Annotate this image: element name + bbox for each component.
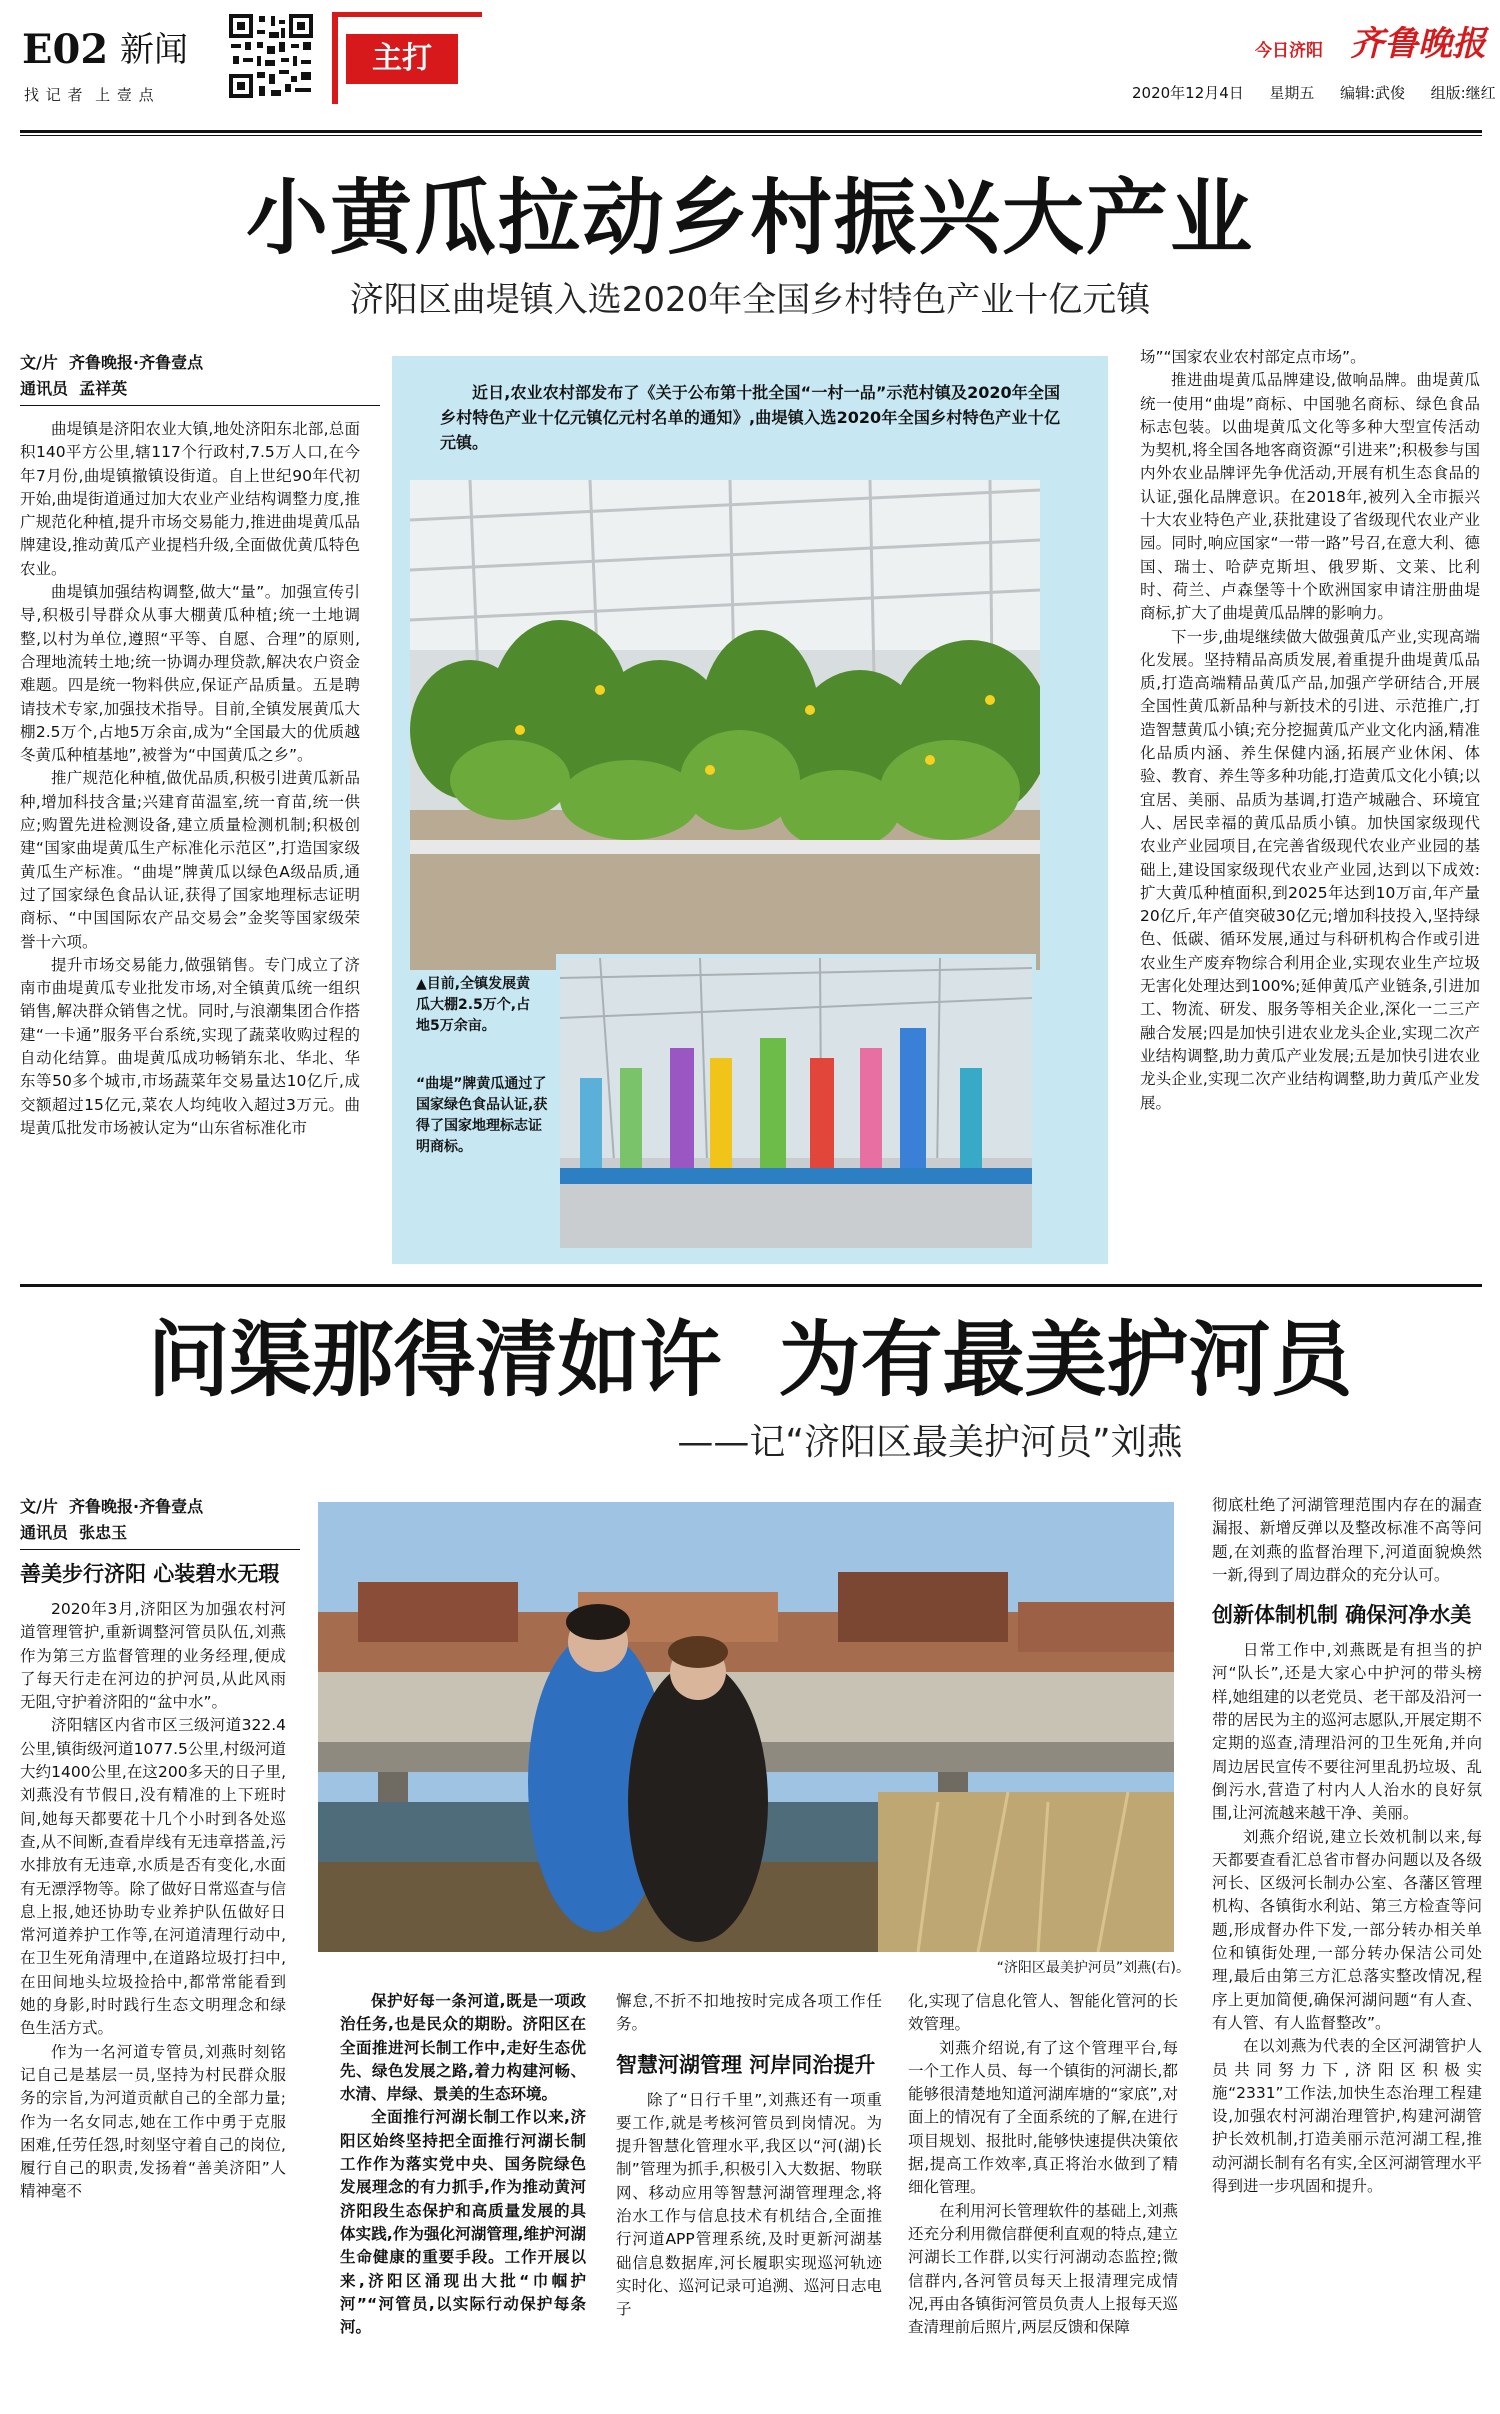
paragraph: 曲堤镇是济阳农业大镇,地处济阳东北部,总面积140平方公里,辖117个行政村,7.5万人口,在今年7月份,曲堤镇撤镇设街道。自上世纪90年代初开始,曲堤街道通过加大农业产业结构调整力度,推广规范化种植,提升市场交易能力,推进曲堤黄瓜品牌建设,推动黄瓜产业提档升级,全面做优黄瓜特色农业。 xyxy=(20,420,360,578)
paragraph: 彻底杜绝了河湖管理范围内存在的漏查漏报、新增反弹以及整改标准不高等问题,在刘燕的监督治理下,河道面貌焕然一新,得到了周边群众的充分认可。 xyxy=(1212,1496,1482,1584)
weekday: 星期五 xyxy=(1269,84,1315,102)
editor: 编辑:武俊 xyxy=(1339,84,1406,102)
story2-column-2 xyxy=(340,1990,586,2406)
paragraph: 懈怠,不折不扣地按时完成各项工作任务。 xyxy=(616,1992,882,2034)
paragraph: 推进曲堤黄瓜品牌建设,做响品牌。曲堤黄瓜统一使用“曲堤”商标、中国驰名商标、绿色食品标志包装。以曲堤黄瓜文化等多种大型宣传活动为契机,将全国各地客商资源“引进来”;积极参与国内外农业品牌评先争优活动,开展有机生态食品的认证,强化品牌意识。在2018年,被列入全市振兴十大农业特色产业,获批建设了省级现代农业产业园。同时,响应国家“一带一路”号召,在意大利、德国、瑞士、哈萨克斯坦、俄罗斯、文莱、比利时、荷兰、卢森堡等十个欧洲国家申请注册曲堤商标,扩大了曲堤黄瓜品牌的影响力。 xyxy=(1140,371,1480,623)
paragraph: 保护好每一条河道,既是一项政治任务,也是民众的期盼。济阳区在全面推进河长制工作中,走好生态优先、绿色发展之路,着力构建河畅、水清、岸绿、景美的生态环境。 xyxy=(340,1992,586,2104)
greenhouse-cucumber-photo xyxy=(410,480,1040,970)
paragraph: 全面推行河湖长制工作以来,济阳区始终坚持把全面推行河湖长制工作作为落实党中央、国务院绿色发展理念的有力抓手,作为推动黄河济阳段生态保护和高质量发展的具体实践,作为强化河湖管理,维护河湖生命健康的重要手段。工作开展以来,济阳区涌现出大批“巾帼护河”“河管员,以实际行动保护每条河。 xyxy=(340,2108,586,2337)
page-number: E02 xyxy=(22,26,109,73)
layout-editor: 组版:继红 xyxy=(1430,84,1496,102)
story2-byline-2: 通讯员 张忠玉 xyxy=(20,1520,300,1550)
paragraph: 刘燕介绍说,建立长效机制以来,每天都要查看汇总省市督办问题以及各级河长、区级河长制办公室、各藩区管理机构、各镇街水利站、第三方检查等问题,形成督办件下发,一部分转办相关单位和镇街处理,一部分转办保洁公司处理,最后由第三方汇总落实整改情况,程序上更加简便,确保河湖问题“有人查、有人管、有人监督整改”。 xyxy=(1212,1827,1482,2032)
paragraph: 2020年3月,济阳区为加强农村河道管理管护,重新调整河管员队伍,刘燕作为第三方监督管理的业务经理,便成了每天行走在河边的护河员,从此风雨无阻,守护着济阳的“盆中水”。 xyxy=(20,1600,286,1712)
vertical-planter-photo xyxy=(556,954,1036,1252)
qr-code-icon xyxy=(227,12,315,100)
story1-lead-text: 近日,农业农村部发布了《关于公布第十批全国“一村一品”示范村镇及2020年全国乡村特色产业十亿元镇亿元村名单的通知》,曲堤镇入选2020年全国乡村特色产业十亿元镇。 xyxy=(440,383,1060,452)
paragraph: 除了“日行千里”,刘燕还有一项重要工作,就是考核河管员到岗情况。为提升智慧化管理水平,我区以“河(湖)长制”管理为抓手,积极引入大数据、物联网、移动应用等智慧河湖管理理念,将治水工作与信息技术有机结合,全面推行河道APP管理系统,及时更新河湖基础信息数据库,河长履职实现巡河轨迹实时化、巡河记录可追溯、巡河日志电子 xyxy=(616,2090,882,2319)
paragraph: 曲堤镇加强结构调整,做大“量”。加强宣传引导,积极引导群众从事大棚黄瓜种植;统一土地调整,以村为单位,遵照“平等、自愿、合理”的原则,合理地流转土地;统一协调办理贷款,解决农户资金难题。四是统一物料供应,保证产品质量。五是聘请技术专家,加强技术指导。目前,全镇发展黄瓜大棚2.5万个,占地5万余亩,成为“全国最大的优质越冬黄瓜种植基地”,被誉为“中国黄瓜之乡”。 xyxy=(20,583,360,765)
column-tag xyxy=(332,12,502,104)
photo1-caption: ▲目前,全镇发展黄瓜大棚2.5万个,占地5万余亩。 xyxy=(416,976,531,1034)
story1-byline xyxy=(20,350,380,406)
paragraph: 济阳辖区内省市区三级河道322.4公里,镇街级河道1077.5公里,村级河道大约1400公里,在这200多天的日子里,刘燕没有节假日,没有精准的上下班时间,她每天都要花十几个小时到各处巡查,从不间断,查看岸线有无违章搭盖,污水排放有无违章,水质是否有变化,水面有无漂浮物等。除了做好日常巡查与信息上报,她还协助专业养护队伍做好日常河道养护工作等,在河道清理行动中,在卫生死角清理中,在道路垃圾打扫中,在田间地头垃圾捡拾中,都常常能看到她的身影,时时践行生态文明理念和绿色生活方式。 xyxy=(20,1716,286,2038)
date: 2020年12月4日 xyxy=(1132,84,1244,102)
story2-column-1 xyxy=(20,1560,286,2406)
story2-column-5 xyxy=(1212,1494,1482,2406)
paragraph: 化,实现了信息化管人、智能化管河的长效管理。 xyxy=(908,1992,1178,2034)
paragraph: 下一步,曲堤继续做大做强黄瓜产业,实现高端化发展。坚持精品高质发展,着重提升曲堤黄瓜品质,打造高端精品黄瓜产品,加强产学研结合,开展全国性黄瓜新品种与新技术的引进、示范推广,打造智慧黄瓜小镇;充分挖掘黄瓜产业文化内涵,精准化品质内涵、养生保健内涵,拓展产业休闲、体验、教育、养生等多种功能,打造黄瓜文化小镇;以宜居、美丽、品质为基调,打造产城融合、环境宜人、居民幸福的黄瓜品质小镇。加快国家级现代农业产业园项目,在完善省级现代农业产业园的基础上,建设国家级现代农业产业园,达到以下成效:扩大黄瓜种植面积,到2025年达到10万亩,年产量20亿斤,年产值突破30亿元;增加科技投入,坚持绿色、低碳、循环发展,通过与科研机构合作或引进农业生产废弃物综合利用企业,实现农业生产垃圾无害化处理达到100%;延伸黄瓜产业链条,引进加工、物流、研发、服务等相关企业,深化一二三产融合发展;四是加快引进农业龙头企业,实现二次产业结构调整,助力黄瓜产业发展;五是加快引进农业龙头企业,实现二次产业结构调整,助力黄瓜产业发展。 xyxy=(1140,627,1480,1112)
column-tag-label: 主打 xyxy=(372,41,432,76)
story2-headline: 问渠那得清如许 为有最美护河员 xyxy=(147,1312,1353,1408)
story2-subhead-2: 智慧河湖管理 河岸同治提升 xyxy=(616,2052,876,2077)
river-guardian-photo xyxy=(318,1502,1174,1952)
story1-subheadline: 济阳区曲堤镇入选2020年全国乡村特色产业十亿元镇 xyxy=(349,280,1151,320)
paragraph: 在以刘燕为代表的全区河湖管护人员共同努力下,济阳区积极实施“2331”工作法,加快生态治理工程建设,加强农村河湖治理管护,构建河湖管护长效机制,打造美丽示范河湖工程,推动河湖长制有名有实,全区河湖管理水平得到进一步巩固和提升。 xyxy=(1212,2037,1482,2196)
paragraph: 日常工作中,刘燕既是有担当的护河“队长”,还是大家心中护河的带头榜样,她组建的以老党员、老干部及沿河一带的居民为主的巡河志愿队,开展定期不定期的巡查,清理沿河的卫生死角,并向周边居民宣传不要往河里乱扔垃圾、乱倒污水,营造了村内人人治水的良好氛围,让河流越来越干净、美丽。 xyxy=(1212,1641,1482,1823)
brand-logo: 齐鲁晚报 xyxy=(1350,24,1486,64)
brand-small: 今日济阳 xyxy=(1255,41,1323,61)
story2-column-3 xyxy=(616,1990,882,2406)
story2-column-4 xyxy=(908,1990,1178,2406)
masthead-rule xyxy=(20,130,1482,133)
story1-byline-1: 文/片 齐鲁晚报·齐鲁壹点 xyxy=(20,353,204,372)
photo2-caption: “曲堤”牌黄瓜通过了国家绿色食品认证,获得了国家地理标志证明商标。 xyxy=(416,1076,548,1155)
story1-lead-box xyxy=(392,356,1108,1264)
paragraph: 在利用河长管理软件的基础上,刘燕还充分利用微信群便利直观的特点,建立河湖长工作群,以实行河湖动态监控;微信群内,各河管员每天上报清理完成情况,再由各镇街河管员负责人上报每天巡查清理前后照片,两层反馈和保障 xyxy=(908,2201,1178,2337)
story2-subheadline: ——记“济阳区最美护河员”刘燕 xyxy=(677,1422,1183,1463)
story1-column-1 xyxy=(20,418,360,1268)
paragraph: 作为一名河道专管员,刘燕时刻铭记自己是基层一员,坚持为村民群众服务的宗旨,为河道贡献自己的全部力量;作为一名女同志,她在工作中勇于克服困难,任劳任怨,时刻坚守着自己的岗位,履行自己的职责,发扬着“善美济阳”人精神毫不 xyxy=(20,2042,286,2201)
story2-byline-1: 文/片 齐鲁晚报·齐鲁壹点 xyxy=(20,1497,204,1516)
masthead xyxy=(0,0,1500,140)
slogan: 找 记 者 上 壹 点 xyxy=(24,86,155,104)
story2-subhead-1: 善美步行济阳 心装碧水无瑕 xyxy=(20,1562,280,1586)
section-name: 新闻 xyxy=(120,30,188,70)
paragraph: 推广规范化种植,做优品质,积极引进黄瓜新品种,增加科技含量;兴建育苗温室,统一育苗,统一供应;购置先进检测设备,建立质量检测机制;积极创建“国家曲堤黄瓜生产标准化示范区”,打造国家级黄瓜生产标准。“曲堤”牌黄瓜以绿色A级品质,通过了国家绿色食品认证,获得了国家地理标志证明商标、“中国国际农产品交易会”金奖等国家级荣誉十六项。 xyxy=(20,769,360,951)
story2-photo-caption: “济阳区最美护河员”刘燕(右)。 xyxy=(996,1960,1190,1976)
paragraph: 刘燕介绍说,有了这个管理平台,每一个工作人员、每一个镇街的河湖长,都能够很清楚地知道河湖库塘的“家底”,对面上的情况有了全面系统的了解,在进行项目规划、报批时,能够快速提供决策依据,提高工作效率,真正将治水做到了精细化管理。 xyxy=(908,2038,1178,2197)
story2-byline xyxy=(20,1494,300,1550)
paragraph: 场”“国家农业农村部定点市场”。 xyxy=(1140,348,1366,366)
story-divider xyxy=(20,1284,1482,1287)
paragraph: 提升市场交易能力,做强销售。专门成立了济南市曲堤黄瓜专业批发市场,对全镇黄瓜统一组织销售,解决群众销售之忧。同时,与浪潮集团合作搭建“一卡通”服务平台系统,实现了蔬菜收购过程的自动化结算。曲堤黄瓜成功畅销东北、华北、华东等50多个城市,市场蔬菜年交易量达10亿斤,成交额超过15亿元,菜农人均纯收入超过3万元。曲堤黄瓜批发市场被认定为“山东省标准化市 xyxy=(20,955,360,1137)
date-line xyxy=(1132,82,1496,103)
story1-column-3 xyxy=(1140,346,1480,1270)
story1-byline-2: 通讯员 孟祥英 xyxy=(20,376,380,406)
story1-headline: 小黄瓜拉动乡村振兴大产业 xyxy=(245,170,1254,266)
story2-subhead-3: 创新体制机制 确保河净水美 xyxy=(1212,1603,1472,1628)
